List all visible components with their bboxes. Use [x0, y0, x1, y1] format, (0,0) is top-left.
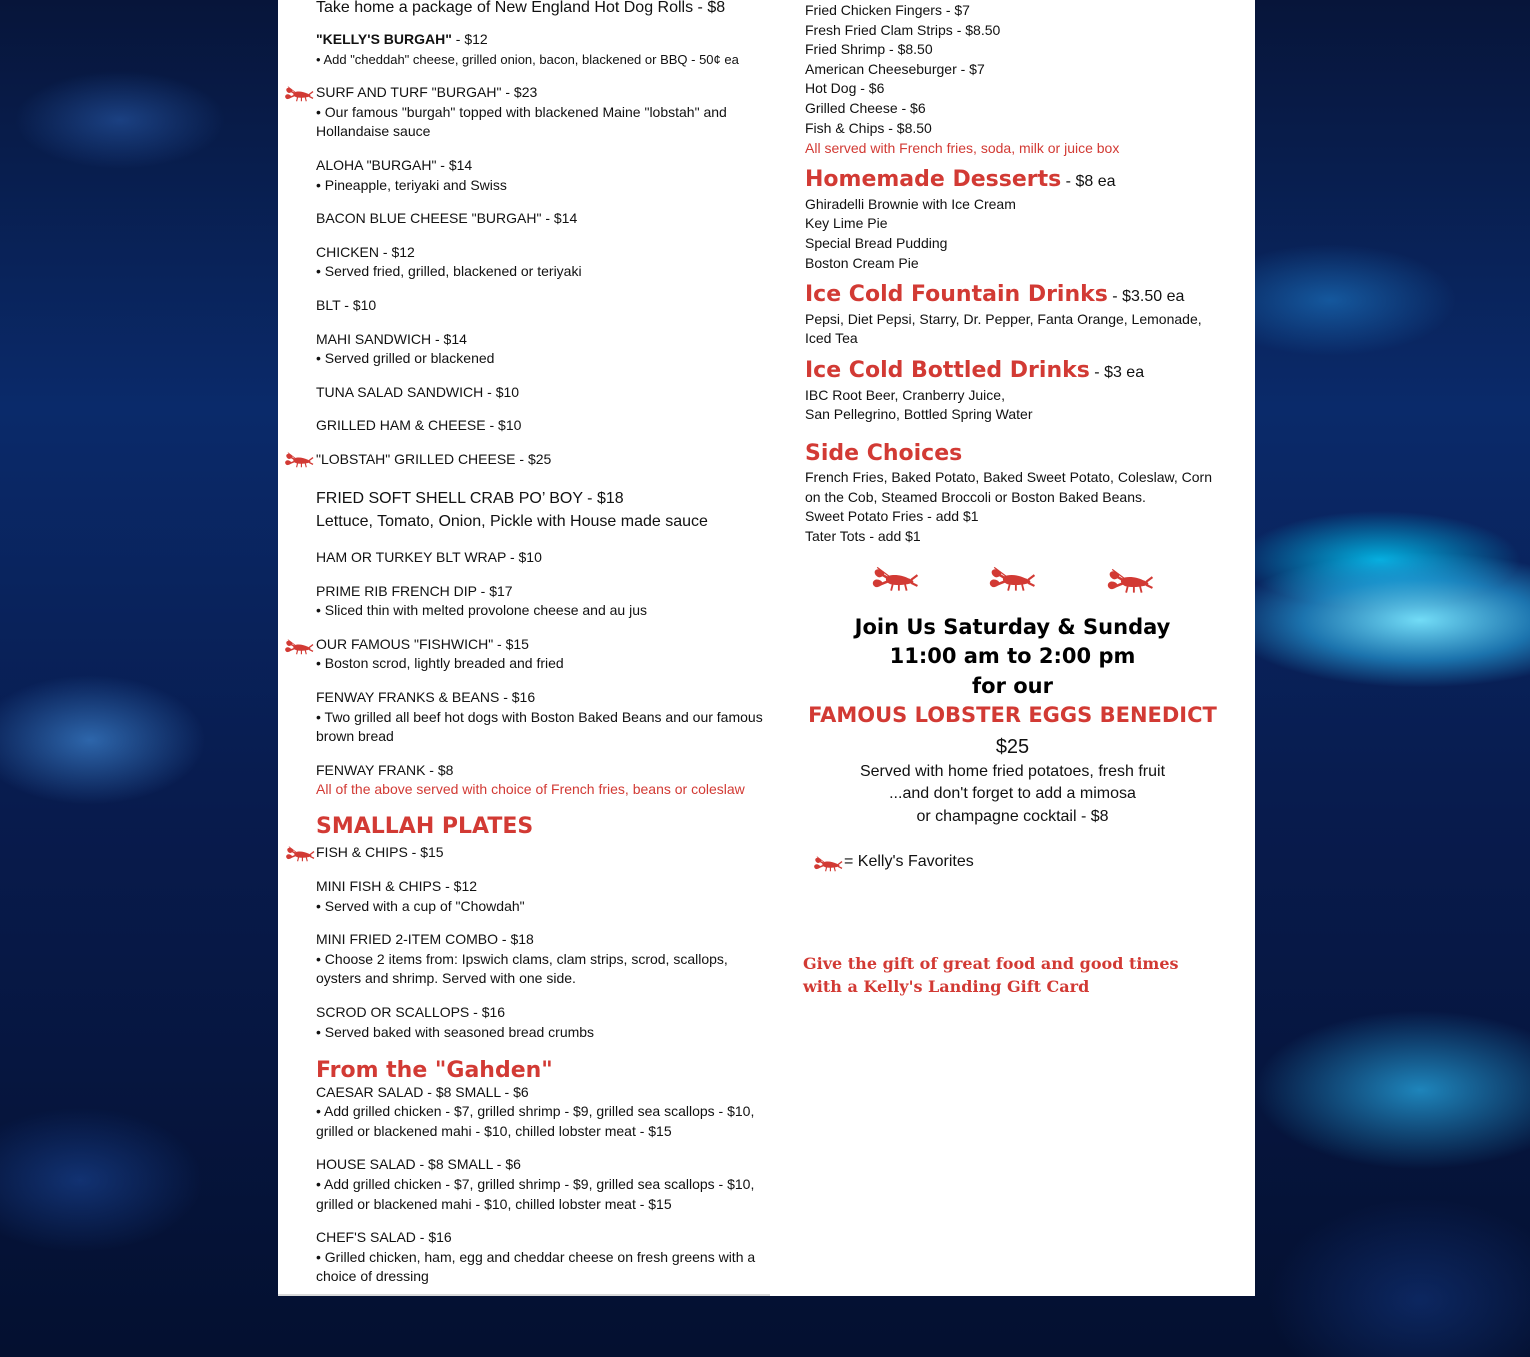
page-bottom-edge [278, 1294, 770, 1296]
kids-item: Fresh Fried Clam Strips - $8.50 [805, 22, 1001, 38]
bottled-list-2: San Pellegrino, Bottled Spring Water [805, 406, 1033, 422]
fountain-list-2: Iced Tea [805, 330, 858, 346]
event-desc: Served with home fried potatoes, fresh fruit [859, 763, 1166, 780]
aloha-item: ALOHA "BURGAH" - $14 [316, 157, 473, 173]
desserts-title: Homemade Desserts [805, 167, 1062, 192]
sweet-potato-fries: Sweet Potato Fries - add $1 [805, 508, 979, 524]
chef-desc-2: choice of dressing [316, 1268, 429, 1284]
fountain-list: Pepsi, Diet Pepsi, Starry, Dr. Pepper, Fanta Orange, Lemonade, [805, 311, 1202, 327]
kellys-burgah-item [316, 30, 488, 50]
event-special: FAMOUS LOBSTER EGGS BENEDICT [808, 703, 1217, 727]
mahi-desc: • Served grilled or blackened [316, 350, 495, 366]
fountain-price: - $3.50 ea [1107, 288, 1185, 305]
combo-desc-2: oysters and shrimp. Served with one side. [316, 970, 576, 986]
caesar-desc: • Add grilled chicken - $7, grilled shrimp - $9, grilled sea scallops - $10, [316, 1103, 755, 1119]
scrod-item: SCROD OR SCALLOPS - $16 [316, 1004, 506, 1020]
kids-note: All served with French fries, soda, milk or juice box [805, 140, 1120, 156]
fenway-beans-desc-2: brown bread [316, 728, 394, 744]
fishwich-item: OUR FAMOUS "FISHWICH" - $15 [316, 636, 529, 652]
tuna-item: TUNA SALAD SANDWICH - $10 [316, 384, 520, 400]
dessert-item: Ghiradelli Brownie with Ice Cream [805, 196, 1016, 212]
desserts-price: - $8 ea [1061, 173, 1116, 190]
kids-item: American Cheeseburger - $7 [805, 61, 985, 77]
gahden-heading: From the "Gahden" [316, 1058, 553, 1083]
house-desc-2: grilled or blackened mahi - $10, chilled lobster meat - $15 [316, 1196, 672, 1212]
bottled-list: IBC Root Beer, Cranberry Juice, [805, 387, 1005, 403]
fish-chips-item: FISH & CHIPS - $15 [316, 844, 444, 860]
dessert-item: Boston Cream Pie [805, 255, 919, 271]
lobster-icon [285, 845, 315, 863]
fountain-heading [805, 282, 1184, 307]
event-for-our: for our [972, 674, 1053, 698]
event-desc-3: or champagne cocktail - $8 [916, 808, 1109, 825]
tater-tots: Tater Tots - add $1 [805, 528, 921, 544]
lobster-icon [284, 638, 314, 656]
gift-card-promo[interactable]: Give the gift of great food and good times [803, 954, 1179, 973]
event-price: $25 [995, 736, 1030, 758]
dessert-item: Special Bread Pudding [805, 235, 948, 251]
served-note: All of the above served with choice of French fries, beans or coleslaw [316, 781, 745, 797]
fenway-frank-item: FENWAY FRANK - $8 [316, 762, 454, 778]
house-item: HOUSE SALAD - $8 SMALL - $6 [316, 1156, 521, 1172]
event-desc-2: ...and don't forget to add a mimosa [889, 785, 1136, 802]
event-title: Join Us Saturday & Sunday [854, 615, 1171, 639]
lobster-icon [1106, 567, 1154, 595]
kellys-burgah-desc: • Add "cheddah" cheese, grilled onion, bacon, blackened or BBQ - 50¢ ea [316, 52, 739, 67]
ham-cheese-item: GRILLED HAM & CHEESE - $10 [316, 417, 522, 433]
blt-item: BLT - $10 [316, 297, 377, 313]
chicken-item: CHICKEN - $12 [316, 244, 415, 260]
aloha-desc: • Pineapple, teriyaki and Swiss [316, 177, 507, 193]
menu-page [278, 0, 1255, 1296]
surf-turf-item: SURF AND TURF "BURGAH" - $23 [316, 84, 538, 100]
mini-fish-desc: • Served with a cup of "Chowdah" [316, 898, 525, 914]
kids-item: Fried Chicken Fingers - $7 [805, 2, 970, 18]
hotdog-rolls-item: Take home a package of New England Hot Dog Rolls - $8 [316, 0, 726, 16]
lobster-icon [284, 451, 314, 469]
event-hours: 11:00 am to 2:00 pm [889, 644, 1136, 668]
lobster-icon [988, 565, 1036, 593]
chef-item: CHEF'S SALAD - $16 [316, 1229, 452, 1245]
sides-list: French Fries, Baked Potato, Baked Sweet Potato, Coleslaw, Corn [805, 469, 1212, 485]
bottled-heading [805, 358, 1144, 383]
fenway-beans-desc: • Two grilled all beef hot dogs with Boston Baked Beans and our famous [316, 709, 763, 725]
fishwich-desc: • Boston scrod, lightly breaded and fried [316, 655, 564, 671]
bottled-price: - $3 ea [1089, 364, 1145, 381]
surf-turf-desc: • Our famous "burgah" topped with blackened Maine "lobstah" and [316, 104, 727, 120]
gift-card-promo-2[interactable]: with a Kelly's Landing Gift Card [803, 977, 1090, 996]
bottled-title: Ice Cold Bottled Drinks [805, 358, 1090, 383]
sides-heading: Side Choices [805, 441, 963, 466]
desserts-heading [805, 167, 1116, 192]
kellys-burgah-price: - $12 [451, 31, 488, 47]
lobster-icon [284, 85, 314, 103]
sides-list-2: on the Cob, Steamed Broccoli or Boston Baked Beans. [805, 489, 1146, 505]
caesar-desc-2: grilled or blackened mahi - $10, chilled lobster meat - $15 [316, 1123, 672, 1139]
caesar-item: CAESAR SALAD - $8 SMALL - $6 [316, 1084, 529, 1100]
favorites-legend: = Kelly's Favorites [844, 853, 974, 870]
kids-item: Grilled Cheese - $6 [805, 100, 926, 116]
lobstah-cheese-item: "LOBSTAH" GRILLED CHEESE - $25 [316, 451, 552, 467]
crab-desc: Lettuce, Tomato, Onion, Pickle with House made sauce [316, 513, 708, 530]
chef-desc: • Grilled chicken, ham, egg and cheddar cheese on fresh greens with a [316, 1249, 756, 1265]
house-desc: • Add grilled chicken - $7, grilled shrimp - $9, grilled sea scallops - $10, [316, 1176, 755, 1192]
crab-item: FRIED SOFT SHELL CRAB PO’ BOY - $18 [316, 490, 624, 507]
kids-item: Hot Dog - $6 [805, 80, 885, 96]
prime-rib-item: PRIME RIB FRENCH DIP - $17 [316, 583, 513, 599]
kids-item: Fish & Chips - $8.50 [805, 120, 932, 136]
smallah-plates-heading: SMALLAH PLATES [316, 814, 534, 839]
fountain-title: Ice Cold Fountain Drinks [805, 282, 1108, 307]
combo-item: MINI FRIED 2-ITEM COMBO - $18 [316, 931, 534, 947]
bacon-blue-item: BACON BLUE CHEESE "BURGAH" - $14 [316, 210, 578, 226]
scrod-desc: • Served baked with seasoned bread crumbs [316, 1024, 595, 1040]
kellys-burgah-name: "KELLY'S BURGAH" [316, 31, 452, 47]
combo-desc: • Choose 2 items from: Ipswich clams, clam strips, scrod, scallops, [316, 951, 728, 967]
wrap-item: HAM OR TURKEY BLT WRAP - $10 [316, 549, 542, 565]
lobster-icon [813, 855, 843, 873]
fenway-beans-item: FENWAY FRANKS & BEANS - $16 [316, 689, 536, 705]
mahi-item: MAHI SANDWICH - $14 [316, 331, 467, 347]
chicken-desc: • Served fried, grilled, blackened or teriyaki [316, 263, 582, 279]
kids-item: Fried Shrimp - $8.50 [805, 41, 933, 57]
dessert-item: Key Lime Pie [805, 215, 888, 231]
lobster-icon [871, 565, 919, 593]
mini-fish-item: MINI FISH & CHIPS - $12 [316, 878, 478, 894]
prime-rib-desc: • Sliced thin with melted provolone cheese and au jus [316, 602, 647, 618]
surf-turf-desc-2: Hollandaise sauce [316, 123, 431, 139]
